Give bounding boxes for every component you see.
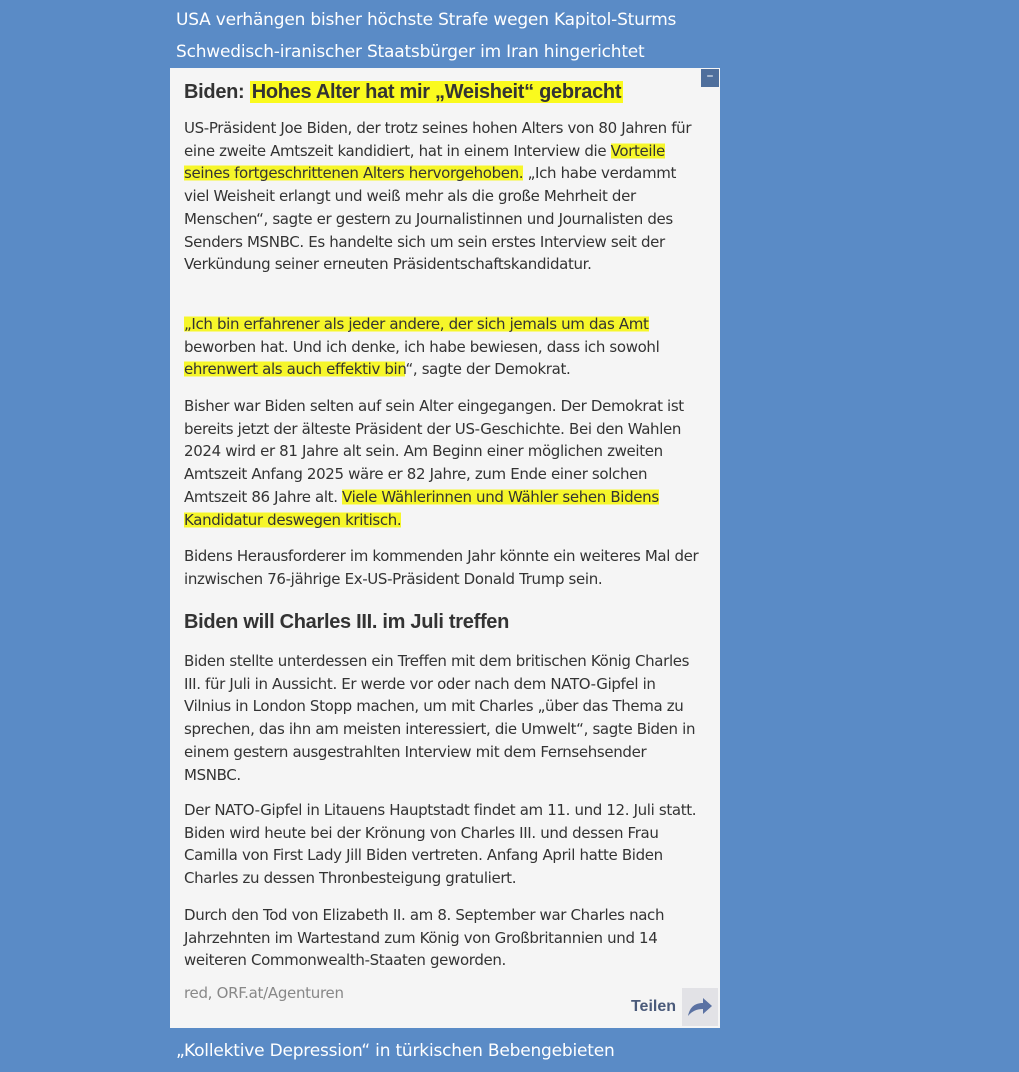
share-arrow-icon xyxy=(682,988,718,1026)
p1-highlight: Vorteile seines fortgeschrittenen Alters hervorgehoben. xyxy=(184,141,665,183)
p2-highlight-1: „Ich bin erfahrener als jeder andere, der sich jemals um das Amt xyxy=(184,315,649,333)
p2-text-b: “, sagte der Demokrat. xyxy=(405,360,571,379)
paragraph-1 xyxy=(184,117,704,276)
title-highlight: Hohes Alter hat mir „Weisheit“ gebracht xyxy=(251,81,622,103)
p3-text-a: Bisher war Biden selten auf sein Alter eingegangen. Der Demokrat ist bereits jetzt der älteste Präsident der US-Geschichte. Bei den Wahlen 2024 wird er 81 Jahre alt sein. Am Beginn einer möglichen zweiten Amtszeit Anfang 2025 wäre er 82 Jahre, zum Ende einer solchen Amtszeit 86 Jahre alt. xyxy=(184,397,684,506)
share-label: Teilen xyxy=(630,998,676,1015)
collapse-button[interactable]: – xyxy=(701,69,719,87)
story-subtitle: Biden will Charles III. im Juli treffen xyxy=(184,611,510,633)
source-credit: red, ORF.at/Agenturen xyxy=(184,984,344,1002)
story-title xyxy=(184,80,623,104)
headline-link-depression[interactable]: „Kollektive Depression“ in türkischen Bebengebieten xyxy=(176,1041,615,1061)
p1-text-b: „Ich habe verdammt viel Weisheit erlangt und weiß mehr als die große Mehrheit der Menschen“, sagte er gestern zu Journalistinnen und Journalisten des Senders MSNBC. Es handelte sich um sein erstes Interview seit der Verkündung seiner erneuten Präsidentschaftskandidatur. xyxy=(184,164,677,274)
p1-text-a: US-Präsident Joe Biden, der trotz seines hohen Alters von 80 Jahren für eine zweite Amtszeit kandidiert, hat in einem Interview die xyxy=(184,119,692,160)
paragraph-6: Der NATO-Gipfel in Litauens Hauptstadt findet am 11. und 12. Juli statt. Biden wird heute bei der Krönung von Charles III. und dessen Frau Camilla von First Lady Jill Biden vertreten. Anfang April hatte Biden Charles zu dessen Thronbesteigung gratuliert. xyxy=(184,801,697,888)
p3-highlight: Viele Wählerinnen und Wähler sehen Bidens Kandidatur deswegen kritisch. xyxy=(184,487,659,529)
paragraph-5: Biden stellte unterdessen ein Treffen mit dem britischen König Charles III. für Juli in Aussicht. Er werde vor oder nach dem NATO-Gipfel in Vilnius in London Stopp machen, um mit Charles „über das Thema zu sprechen, das ihn am meisten interessiert, die Umwelt“, sagte Biden in einem gestern ausgestrahlten Interview mit dem Fernsehsender MSNBC. xyxy=(184,652,696,784)
paragraph-2 xyxy=(184,313,704,381)
paragraph-7: Durch den Tod von Elizabeth II. am 8. September war Charles nach Jahrzehnten im Wartestand zum König von Großbritannien und 14 weiteren Commonwealth-Staaten geworden. xyxy=(184,906,665,970)
story-panel xyxy=(170,68,720,1028)
paragraph-3 xyxy=(184,395,704,531)
title-prefix: Biden: xyxy=(184,81,250,103)
paragraph-4: Bidens Herausforderer im kommenden Jahr könnte ein weiteres Mal der inzwischen 76-jährige Ex-US-Präsident Donald Trump sein. xyxy=(184,547,699,588)
headline-link-iran[interactable]: Schwedisch-iranischer Staatsbürger im Iran hingerichtet xyxy=(176,42,645,62)
p2-text-a: beworben hat. Und ich denke, ich habe bewiesen, dass ich sowohl xyxy=(184,337,660,356)
share-button[interactable] xyxy=(631,988,718,1026)
headline-link-kapitol[interactable]: USA verhängen bisher höchste Strafe wegen Kapitol-Sturms xyxy=(176,10,677,30)
p2-highlight-2: ehrenwert als auch effektiv bin xyxy=(184,360,406,379)
